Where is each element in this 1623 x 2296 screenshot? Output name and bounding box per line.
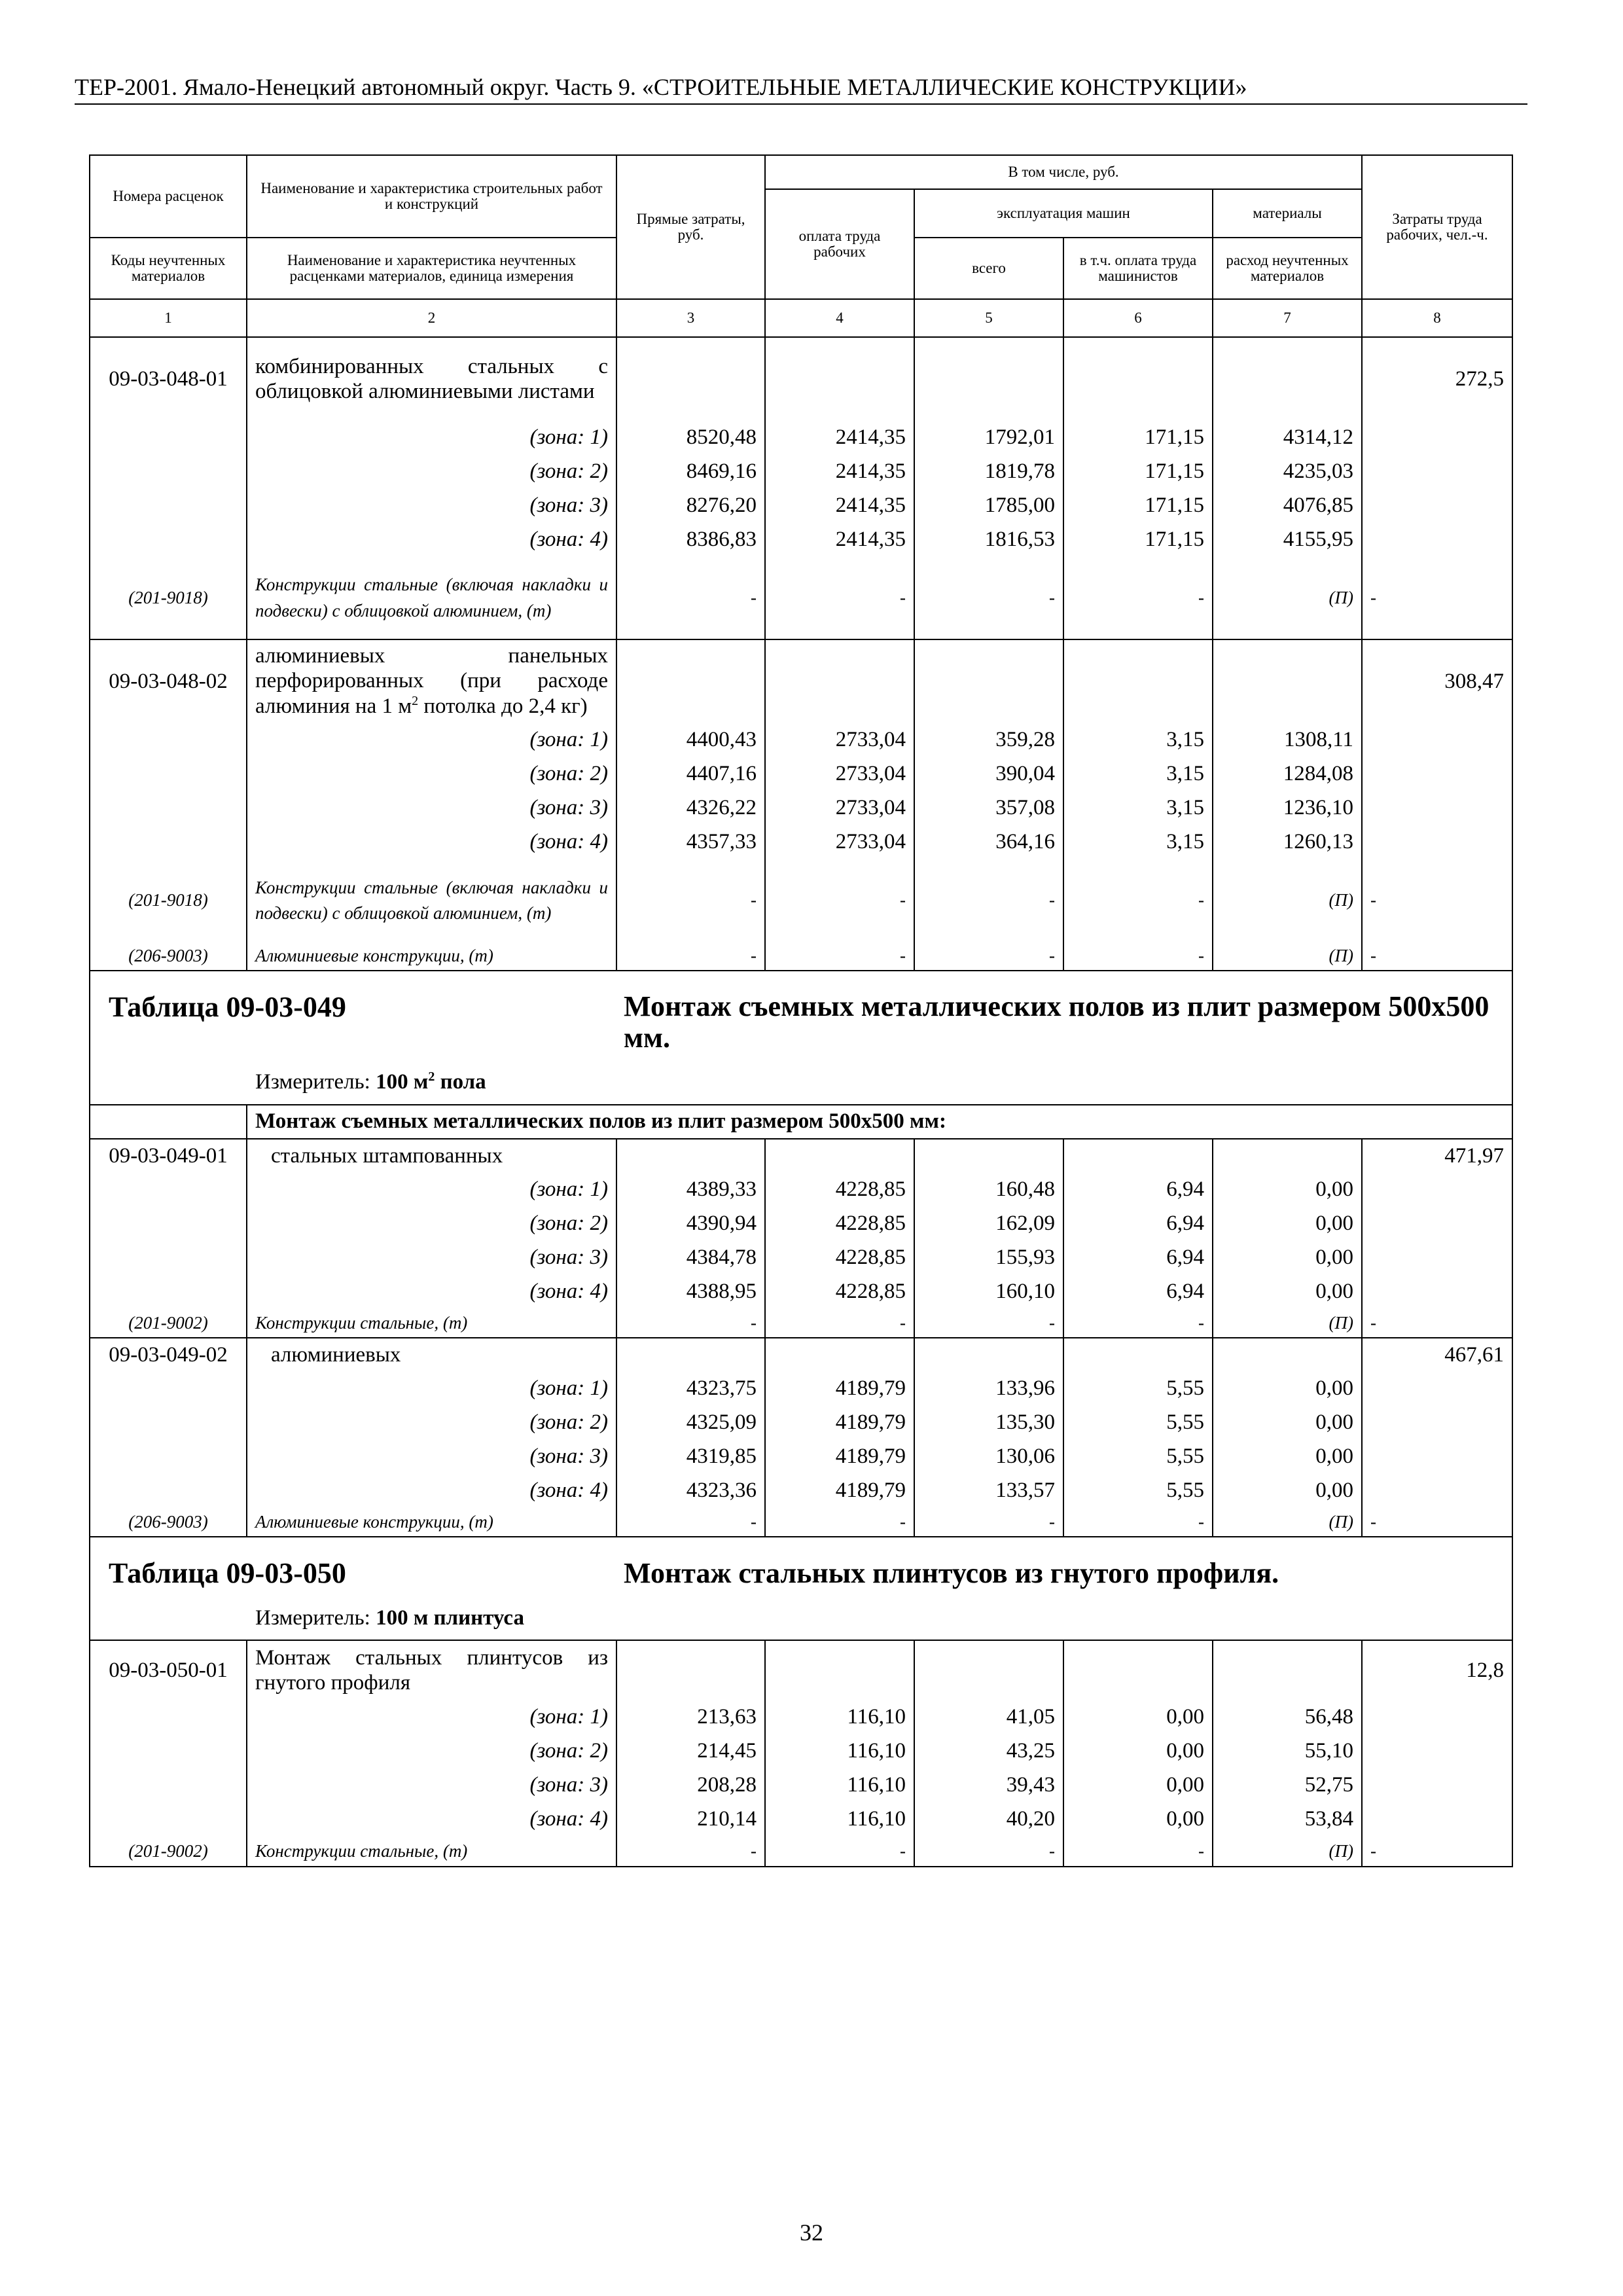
zone-row xyxy=(90,791,1512,825)
wage-cost: 2733,04 xyxy=(765,723,914,757)
direct-cost: 8469,16 xyxy=(616,455,765,489)
resource-name: Конструкции стальные (включая накладки и подвески) с облицовкой алюминием, (т) xyxy=(247,859,616,942)
labor-cost: 12,8 xyxy=(1362,1640,1512,1700)
rate-row xyxy=(90,1139,1512,1173)
resource-name: Конструкции стальные, (т) xyxy=(247,1309,616,1338)
rate-code: 09-03-049-01 xyxy=(90,1139,247,1173)
direct-cost: 4407,16 xyxy=(616,757,765,791)
machine-cost: 1792,01 xyxy=(914,421,1063,455)
zone-row xyxy=(90,757,1512,791)
zone-label: (зона: 2) xyxy=(247,1207,616,1241)
rate-code: 09-03-048-02 xyxy=(90,639,247,723)
material-cost: 55,10 xyxy=(1213,1734,1362,1768)
direct-cost: 214,45 xyxy=(616,1734,765,1768)
col-number: 4 xyxy=(765,299,914,337)
wage-cost: 4189,79 xyxy=(765,1372,914,1406)
material-cost: 0,00 xyxy=(1213,1207,1362,1241)
zone-row xyxy=(90,421,1512,455)
rate-code: 09-03-049-02 xyxy=(90,1338,247,1372)
direct-cost: 4384,78 xyxy=(616,1241,765,1275)
machinist-wage: 3,15 xyxy=(1063,825,1213,859)
direct-cost: 4357,33 xyxy=(616,825,765,859)
resource-name: Алюминиевые конструкции, (т) xyxy=(247,942,616,971)
material-cost: 0,00 xyxy=(1213,1406,1362,1440)
wage-cost: 4228,85 xyxy=(765,1275,914,1309)
direct-cost: 213,63 xyxy=(616,1700,765,1734)
machinist-wage: 5,55 xyxy=(1063,1440,1213,1474)
zone-row xyxy=(90,1768,1512,1803)
resource-dash: - xyxy=(616,859,765,942)
header-col5: всего xyxy=(914,238,1063,299)
zone-label: (зона: 1) xyxy=(247,1173,616,1207)
table-description: Монтаж стальных плинтусов из гнутого профиля. xyxy=(624,1557,1279,1589)
rate-name: Монтаж стальных плинтусов из гнутого профиля xyxy=(247,1640,616,1700)
material-cost: 0,00 xyxy=(1213,1474,1362,1508)
header-group-materials: материалы xyxy=(1213,189,1362,238)
wage-cost: 4189,79 xyxy=(765,1406,914,1440)
direct-cost: 8386,83 xyxy=(616,523,765,557)
zone-label: (зона: 2) xyxy=(247,1406,616,1440)
direct-cost: 4390,94 xyxy=(616,1207,765,1241)
direct-cost: 208,28 xyxy=(616,1768,765,1803)
resource-row xyxy=(90,1309,1512,1338)
wage-cost: 2414,35 xyxy=(765,489,914,523)
machinist-wage: 0,00 xyxy=(1063,1734,1213,1768)
resource-dash: - xyxy=(914,557,1063,639)
resource-dash: - xyxy=(1362,1309,1512,1338)
zone-row xyxy=(90,1474,1512,1508)
material-cost: 0,00 xyxy=(1213,1372,1362,1406)
resource-row xyxy=(90,1508,1512,1537)
header-col6: в т.ч. оплата труда машинистов xyxy=(1063,238,1213,299)
table-description: Монтаж съемных металлических полов из плит размером 500х500 мм. xyxy=(624,990,1489,1054)
labor-cost: 471,97 xyxy=(1362,1139,1512,1173)
zone-label: (зона: 3) xyxy=(247,1440,616,1474)
material-cost: 1308,11 xyxy=(1213,723,1362,757)
zone-row xyxy=(90,1372,1512,1406)
zone-label: (зона: 4) xyxy=(247,523,616,557)
zone-row xyxy=(90,1700,1512,1734)
machine-cost: 130,06 xyxy=(914,1440,1063,1474)
wage-cost: 116,10 xyxy=(765,1768,914,1803)
material-cost: 0,00 xyxy=(1213,1275,1362,1309)
table-title: Таблица 09-03-050 xyxy=(109,1557,346,1589)
machine-cost: 160,48 xyxy=(914,1173,1063,1207)
zone-row xyxy=(90,455,1512,489)
zone-label: (зона: 2) xyxy=(247,757,616,791)
resource-dash: - xyxy=(1063,1508,1213,1537)
col-number: 6 xyxy=(1063,299,1213,337)
machine-cost: 359,28 xyxy=(914,723,1063,757)
zone-row xyxy=(90,723,1512,757)
resource-dash: - xyxy=(1063,557,1213,639)
machine-cost: 133,96 xyxy=(914,1372,1063,1406)
resource-flag: (П) xyxy=(1213,1309,1362,1338)
zone-label: (зона: 2) xyxy=(247,1734,616,1768)
col-number: 7 xyxy=(1213,299,1362,337)
zone-label: (зона: 1) xyxy=(247,1700,616,1734)
header-group-machines: эксплуатация машин xyxy=(914,189,1213,238)
zone-label: (зона: 3) xyxy=(247,791,616,825)
resource-dash: - xyxy=(1063,859,1213,942)
wage-cost: 4189,79 xyxy=(765,1474,914,1508)
direct-cost: 4326,22 xyxy=(616,791,765,825)
resource-flag: (П) xyxy=(1213,557,1362,639)
header-col1-top: Номера расценок xyxy=(90,155,247,238)
wage-cost: 4228,85 xyxy=(765,1241,914,1275)
direct-cost: 4325,09 xyxy=(616,1406,765,1440)
resource-dash: - xyxy=(765,1837,914,1867)
zone-row xyxy=(90,523,1512,557)
wage-cost: 116,10 xyxy=(765,1734,914,1768)
resource-flag: (П) xyxy=(1213,1837,1362,1867)
resource-dash: - xyxy=(1362,942,1512,971)
resource-code: (201-9018) xyxy=(90,859,247,942)
col-number: 5 xyxy=(914,299,1063,337)
machinist-wage: 0,00 xyxy=(1063,1700,1213,1734)
material-cost: 4076,85 xyxy=(1213,489,1362,523)
machinist-wage: 171,15 xyxy=(1063,421,1213,455)
resource-dash: - xyxy=(1063,1837,1213,1867)
table-caption-row xyxy=(90,1537,1512,1640)
zone-label: (зона: 4) xyxy=(247,1803,616,1837)
wage-cost: 4228,85 xyxy=(765,1173,914,1207)
wage-cost: 2414,35 xyxy=(765,455,914,489)
zone-row xyxy=(90,1241,1512,1275)
col-number: 3 xyxy=(616,299,765,337)
material-cost: 1236,10 xyxy=(1213,791,1362,825)
machinist-wage: 6,94 xyxy=(1063,1241,1213,1275)
resource-name: Конструкции стальные (включая накладки и подвески) с облицовкой алюминием, (т) xyxy=(247,557,616,639)
material-cost: 0,00 xyxy=(1213,1241,1362,1275)
zone-row xyxy=(90,1207,1512,1241)
table-title: Таблица 09-03-049 xyxy=(109,991,346,1023)
zone-row xyxy=(90,1406,1512,1440)
resource-code: (201-9002) xyxy=(90,1309,247,1338)
table-caption-050 xyxy=(90,1537,1512,1640)
rate-name: алюминиевых xyxy=(247,1338,616,1372)
direct-cost: 4323,36 xyxy=(616,1474,765,1508)
machine-cost: 40,20 xyxy=(914,1803,1063,1837)
direct-cost: 8520,48 xyxy=(616,421,765,455)
machinist-wage: 3,15 xyxy=(1063,757,1213,791)
machine-cost: 1819,78 xyxy=(914,455,1063,489)
rate-name: стальных штампованных xyxy=(247,1139,616,1173)
zone-row xyxy=(90,1275,1512,1309)
material-cost: 1260,13 xyxy=(1213,825,1362,859)
machine-cost: 41,05 xyxy=(914,1700,1063,1734)
labor-cost: 308,47 xyxy=(1362,639,1512,723)
resource-row xyxy=(90,557,1512,639)
machine-cost: 364,16 xyxy=(914,825,1063,859)
table-measure: Измеритель: 100 $м^2$ пола xyxy=(255,1069,486,1094)
resource-flag: (П) xyxy=(1213,942,1362,971)
machine-cost: 155,93 xyxy=(914,1241,1063,1275)
rate-row xyxy=(90,337,1512,421)
resource-flag: (П) xyxy=(1213,859,1362,942)
machine-cost: 1816,53 xyxy=(914,523,1063,557)
zone-label: (зона: 1) xyxy=(247,723,616,757)
resource-dash: - xyxy=(1063,1309,1213,1338)
material-cost: 4314,12 xyxy=(1213,421,1362,455)
rate-row xyxy=(90,1640,1512,1700)
rate-code: 09-03-048-01 xyxy=(90,337,247,421)
machinist-wage: 5,55 xyxy=(1063,1406,1213,1440)
resource-flag: (П) xyxy=(1213,1508,1362,1537)
header-col8: Затраты труда рабочих, чел.-ч. xyxy=(1362,155,1512,299)
labor-cost: 467,61 xyxy=(1362,1338,1512,1372)
rate-code: 09-03-050-01 xyxy=(90,1640,247,1700)
direct-cost: 8276,20 xyxy=(616,489,765,523)
resource-code: (201-9018) xyxy=(90,557,247,639)
machine-cost: 160,10 xyxy=(914,1275,1063,1309)
wage-cost: 2733,04 xyxy=(765,757,914,791)
header-col4: оплата труда рабочих xyxy=(765,189,914,299)
machinist-wage: 6,94 xyxy=(1063,1207,1213,1241)
material-cost: 0,00 xyxy=(1213,1440,1362,1474)
material-cost: 4235,03 xyxy=(1213,455,1362,489)
resource-dash: - xyxy=(1362,1837,1512,1867)
wage-cost: 2733,04 xyxy=(765,825,914,859)
resource-dash: - xyxy=(914,859,1063,942)
resource-dash: - xyxy=(914,1837,1063,1867)
section-title: Монтаж съемных металлических полов из плит размером 500х500 мм: xyxy=(247,1105,1512,1139)
page-header: ТЕР-2001. Ямало-Ненецкий автономный округ. Часть 9. «СТРОИТЕЛЬНЫЕ МЕТАЛЛИЧЕСКИЕ КОНСТРУКЦИИ» xyxy=(75,73,1527,105)
machine-cost: 39,43 xyxy=(914,1768,1063,1803)
resource-dash: - xyxy=(616,1837,765,1867)
header-group: В том числе, руб. xyxy=(765,155,1362,189)
resource-code: (201-9002) xyxy=(90,1837,247,1867)
wage-cost: 2733,04 xyxy=(765,791,914,825)
machinist-wage: 6,94 xyxy=(1063,1275,1213,1309)
resource-name: Алюминиевые конструкции, (т) xyxy=(247,1508,616,1537)
material-cost: 56,48 xyxy=(1213,1700,1362,1734)
resource-dash: - xyxy=(616,942,765,971)
resource-dash: - xyxy=(1362,557,1512,639)
machine-cost: 133,57 xyxy=(914,1474,1063,1508)
machinist-wage: 6,94 xyxy=(1063,1173,1213,1207)
table-measure: Измеритель: 100 м плинтуса xyxy=(255,1606,524,1630)
col-number: 1 xyxy=(90,299,247,337)
table-caption-049 xyxy=(90,971,1512,1104)
section-row xyxy=(90,1105,1512,1139)
header-col1-bottom: Коды неучтенных материалов xyxy=(90,238,247,299)
rate-name: алюминиевых панельных перфорированных (при расходе алюминия на 1 $м^2$ потолка до 2,4 кг) xyxy=(247,639,616,723)
machine-cost: 43,25 xyxy=(914,1734,1063,1768)
rate-name: комбинированных стальных с облицовкой алюминиевыми листами xyxy=(247,337,616,421)
resource-code: (206-9003) xyxy=(90,942,247,971)
resource-code: (206-9003) xyxy=(90,1508,247,1537)
wage-cost: 116,10 xyxy=(765,1700,914,1734)
machine-cost: 135,30 xyxy=(914,1406,1063,1440)
machine-cost: 357,08 xyxy=(914,791,1063,825)
resource-dash: - xyxy=(914,1508,1063,1537)
zone-label: (зона: 1) xyxy=(247,1372,616,1406)
direct-cost: 210,14 xyxy=(616,1803,765,1837)
machinist-wage: 5,55 xyxy=(1063,1474,1213,1508)
resource-dash: - xyxy=(1362,1508,1512,1537)
rate-row xyxy=(90,639,1512,723)
machinist-wage: 3,15 xyxy=(1063,791,1213,825)
resource-dash: - xyxy=(765,1309,914,1338)
machinist-wage: 3,15 xyxy=(1063,723,1213,757)
header-col7: расход неучтенных материалов xyxy=(1213,238,1362,299)
col-number: 2 xyxy=(247,299,616,337)
zone-label: (зона: 4) xyxy=(247,1275,616,1309)
zone-label: (зона: 3) xyxy=(247,489,616,523)
zone-row xyxy=(90,489,1512,523)
machinist-wage: 171,15 xyxy=(1063,523,1213,557)
wage-cost: 4228,85 xyxy=(765,1207,914,1241)
header-col2-bottom: Наименование и характеристика неучтенных расценками материалов, единица измерения xyxy=(247,238,616,299)
zone-label: (зона: 3) xyxy=(247,1768,616,1803)
zone-row xyxy=(90,1734,1512,1768)
material-cost: 53,84 xyxy=(1213,1803,1362,1837)
direct-cost: 4319,85 xyxy=(616,1440,765,1474)
wage-cost: 116,10 xyxy=(765,1803,914,1837)
resource-dash: - xyxy=(765,859,914,942)
machine-cost: 390,04 xyxy=(914,757,1063,791)
machinist-wage: 0,00 xyxy=(1063,1803,1213,1837)
direct-cost: 4323,75 xyxy=(616,1372,765,1406)
direct-cost: 4388,95 xyxy=(616,1275,765,1309)
resource-dash: - xyxy=(914,942,1063,971)
zone-label: (зона: 3) xyxy=(247,1241,616,1275)
zone-label: (зона: 4) xyxy=(247,1474,616,1508)
wage-cost: 2414,35 xyxy=(765,523,914,557)
header-col3: Прямые затраты, руб. xyxy=(616,155,765,299)
rate-row xyxy=(90,1338,1512,1372)
zone-row xyxy=(90,1173,1512,1207)
header-numbers-row xyxy=(90,299,1512,337)
resource-dash: - xyxy=(1362,859,1512,942)
resource-row xyxy=(90,1837,1512,1867)
zone-label: (зона: 4) xyxy=(247,825,616,859)
labor-cost: 272,5 xyxy=(1362,337,1512,421)
direct-cost: 4400,43 xyxy=(616,723,765,757)
machine-cost: 162,09 xyxy=(914,1207,1063,1241)
resource-name: Конструкции стальные, (т) xyxy=(247,1837,616,1867)
zone-label: (зона: 1) xyxy=(247,421,616,455)
machinist-wage: 0,00 xyxy=(1063,1768,1213,1803)
machinist-wage: 171,15 xyxy=(1063,455,1213,489)
resource-dash: - xyxy=(765,942,914,971)
resource-row xyxy=(90,859,1512,942)
machinist-wage: 171,15 xyxy=(1063,489,1213,523)
resource-dash: - xyxy=(616,1508,765,1537)
header-col2-top: Наименование и характеристика строительных работ и конструкций xyxy=(247,155,616,238)
zone-row xyxy=(90,1440,1512,1474)
resource-dash: - xyxy=(1063,942,1213,971)
resource-dash: - xyxy=(914,1309,1063,1338)
material-cost: 1284,08 xyxy=(1213,757,1362,791)
zone-row xyxy=(90,1803,1512,1837)
price-table xyxy=(89,154,1513,1867)
direct-cost: 4389,33 xyxy=(616,1173,765,1207)
material-cost: 4155,95 xyxy=(1213,523,1362,557)
page-number: 32 xyxy=(800,2219,823,2246)
material-cost: 0,00 xyxy=(1213,1173,1362,1207)
col-number: 8 xyxy=(1362,299,1512,337)
wage-cost: 4189,79 xyxy=(765,1440,914,1474)
material-cost: 52,75 xyxy=(1213,1768,1362,1803)
resource-dash: - xyxy=(616,557,765,639)
wage-cost: 2414,35 xyxy=(765,421,914,455)
zone-row xyxy=(90,825,1512,859)
table-caption-row xyxy=(90,971,1512,1105)
resource-dash: - xyxy=(765,557,914,639)
resource-dash: - xyxy=(765,1508,914,1537)
zone-label: (зона: 2) xyxy=(247,455,616,489)
machine-cost: 1785,00 xyxy=(914,489,1063,523)
resource-dash: - xyxy=(616,1309,765,1338)
header-row-1 xyxy=(90,155,1512,189)
resource-row xyxy=(90,942,1512,971)
machinist-wage: 5,55 xyxy=(1063,1372,1213,1406)
